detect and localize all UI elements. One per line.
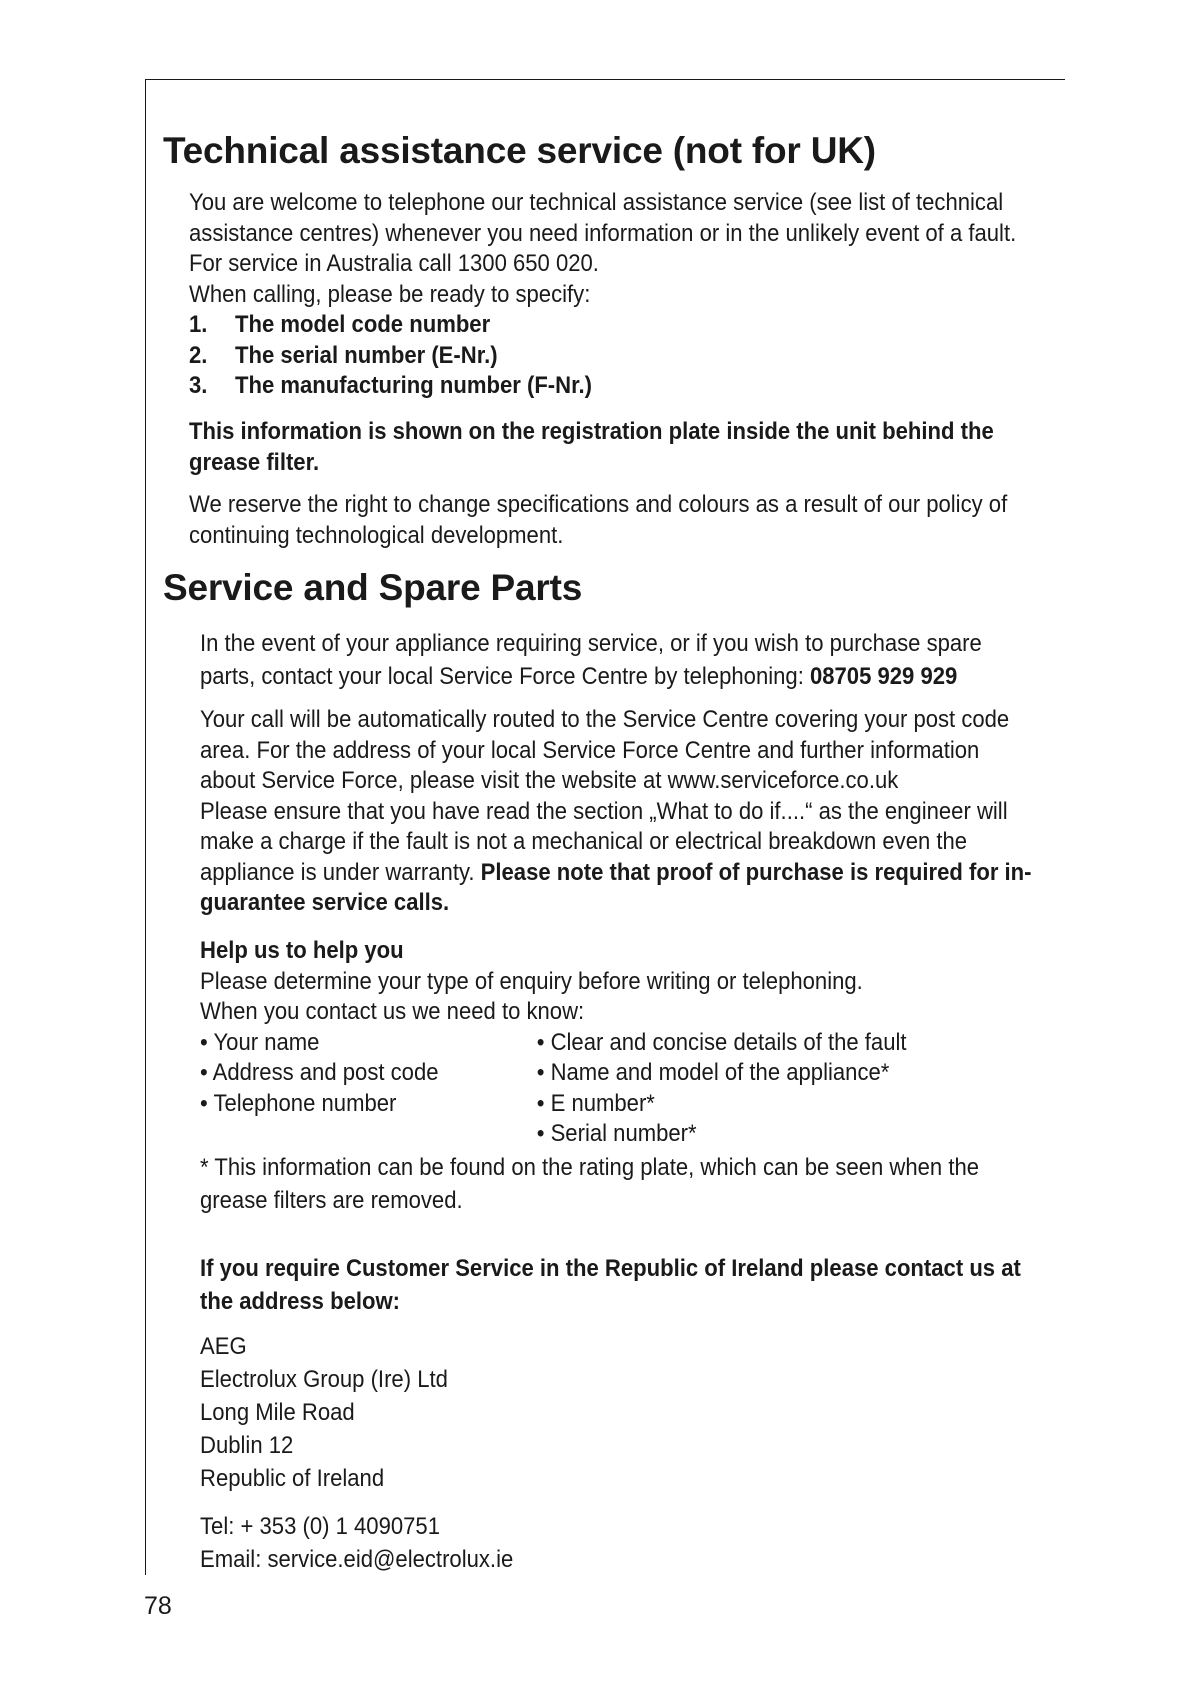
- call-line: about Service Force, please visit the website at www.serviceforce.co.uk: [200, 767, 899, 794]
- list-item-text: The manufacturing number (F-Nr.): [235, 372, 592, 399]
- note-line: grease filter.: [189, 448, 320, 476]
- technical-intro-line: When calling, please be ready to specify:: [189, 280, 591, 308]
- rating-line: * This information can be found on the rating plate, which can be seen when the: [200, 1154, 980, 1181]
- list-item: [189, 310, 925, 341]
- list-item: [189, 341, 925, 372]
- ireland-contact-note: [200, 1252, 1120, 1318]
- technical-assistance-heading: Technical assistance service (not for UK): [163, 130, 876, 171]
- service-intro-text: parts, contact your local Service Force Centre by telephoning:: [200, 663, 810, 690]
- list-item: • Clear and concise details of the fault: [536, 1028, 907, 1056]
- help-us-title: Help us to help you: [200, 937, 404, 964]
- email-line: Email: service.eid@electrolux.ie: [200, 1546, 514, 1573]
- required-info-columns: [200, 1028, 1120, 1150]
- list-item: [189, 371, 925, 402]
- ireland-line: If you require Customer Service in the Republic of Ireland please contact us at: [200, 1255, 1021, 1282]
- ireland-contact-details: [200, 1510, 752, 1576]
- address-line: Dublin 12: [200, 1432, 294, 1459]
- list-item: • Serial number*: [536, 1120, 697, 1147]
- frame-top-rule: [145, 79, 1065, 80]
- technical-intro-line: For service in Australia call 1300 650 020.: [189, 250, 599, 277]
- service-call-paragraph: [200, 705, 1120, 919]
- address-line: Republic of Ireland: [200, 1465, 385, 1492]
- service-spare-parts-heading: Service and Spare Parts: [163, 567, 583, 608]
- reserve-rights-paragraph: [189, 490, 1109, 551]
- call-line: [200, 858, 1120, 889]
- ireland-line: the address below:: [200, 1288, 400, 1315]
- rating-line: grease filters are removed.: [200, 1187, 463, 1214]
- technical-intro: [189, 188, 1109, 310]
- call-line: area. For the address of your local Service Force Centre and further information: [200, 736, 980, 764]
- call-line-text: appliance is under warranty.: [200, 858, 481, 886]
- service-intro-line: [200, 660, 1120, 693]
- help-line: When you contact us we need to know:: [200, 998, 585, 1025]
- call-line: make a charge if the fault is not a mechanical or electrical breakdown even the: [200, 828, 968, 855]
- list-item: • Your name: [200, 1028, 320, 1056]
- call-line: Please ensure that you have read the section „What to do if....“ as the engineer will: [200, 797, 1008, 825]
- reserve-line: We reserve the right to change specifications and colours as a result of our policy of: [189, 491, 1008, 518]
- reserve-line: continuing technological development.: [189, 521, 564, 549]
- ireland-address: [200, 1330, 752, 1495]
- technical-details-list: [189, 310, 925, 402]
- page-number: 78: [144, 1592, 172, 1620]
- help-us-section: [200, 936, 1120, 1150]
- help-line: Please determine your type of enquiry before writing or telephoning.: [200, 967, 863, 995]
- address-line: AEG: [200, 1333, 247, 1360]
- proof-of-purchase-note: Please note that proof of purchase is required for in-: [480, 858, 1032, 886]
- frame-left-rule: [145, 79, 146, 1575]
- list-item: • Address and post code: [200, 1059, 439, 1086]
- list-item-number: 3.: [189, 372, 208, 399]
- technical-intro-line: You are welcome to telephone our technical assistance service (see list of technical: [189, 189, 1004, 216]
- address-line: Electrolux Group (Ire) Ltd: [200, 1366, 448, 1393]
- list-item-text: The serial number (E-Nr.): [235, 341, 498, 369]
- list-item: • Name and model of the appliance*: [536, 1059, 890, 1086]
- required-info-left: [200, 1028, 439, 1120]
- service-phone-number: 08705 929 929: [809, 663, 958, 690]
- call-line: Your call will be automatically routed to the Service Centre covering your post code: [200, 706, 1010, 733]
- technical-intro-line: assistance centres) whenever you need information or in the unlikely event of a fault.: [189, 219, 1017, 247]
- registration-plate-note: [189, 417, 1109, 478]
- note-line: This information is shown on the registration plate inside the unit behind the: [189, 418, 994, 445]
- required-info-right: [537, 1028, 907, 1150]
- list-item-number: 2.: [189, 341, 208, 369]
- list-item-number: 1.: [189, 311, 208, 338]
- list-item-text: The model code number: [235, 311, 491, 338]
- service-intro: [200, 627, 1120, 693]
- rating-plate-note: [200, 1151, 1120, 1217]
- address-line: Long Mile Road: [200, 1399, 355, 1426]
- list-item: • E number*: [536, 1089, 655, 1117]
- service-intro-line: In the event of your appliance requiring service, or if you wish to purchase spare: [200, 630, 982, 657]
- list-item: • Telephone number: [200, 1089, 397, 1117]
- call-line-bold: guarantee service calls.: [200, 889, 450, 916]
- telephone-line: Tel: + 353 (0) 1 4090751: [200, 1513, 440, 1540]
